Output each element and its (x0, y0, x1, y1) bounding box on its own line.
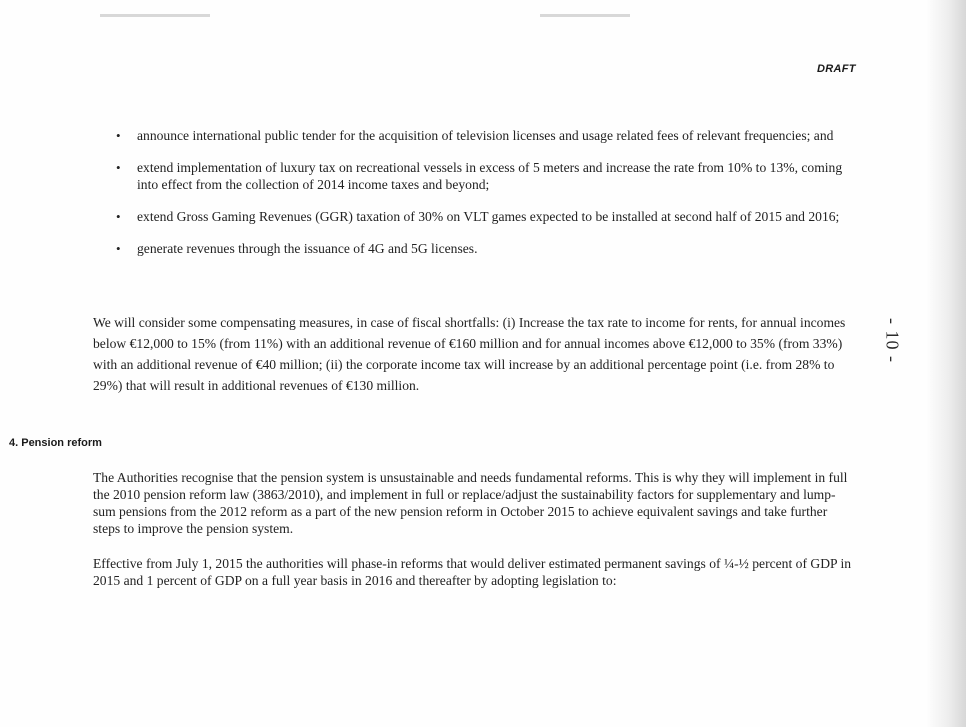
pension-paragraph-1: The Authorities recognise that the pension system is unsustainable and needs fundamental reforms. This is why they will implement in full the 2010 pension reform law (3863/2010), and implement in full or replace/adjust the sustainability factors for supplementary and lump-sum pensions from the 2012 reform as a part of the new pension reform in October 2015 to achieve equivalent savings and take further steps to improve the pension system. (93, 470, 848, 536)
bullet-icon: • (116, 160, 121, 175)
page-number: - 10 - (882, 318, 903, 363)
list-item (116, 159, 846, 193)
list-item-text: extend Gross Gaming Revenues (GGR) taxation of 30% on VLT games expected to be installed at second half of 2015 and 2016; (137, 209, 840, 224)
pension-paragraph-2: Effective from July 1, 2015 the authorities will phase-in reforms that would deliver estimated permanent savings of ¼-½ percent of GDP in 2015 and 1 percent of GDP on a full year basis in 2016 and thereafter by adopting legislation to: (93, 556, 852, 588)
list-item (116, 240, 846, 257)
bullet-icon: • (116, 209, 121, 224)
draft-label: DRAFT (817, 63, 856, 75)
page-edge-shadow (926, 0, 966, 727)
bullet-icon: • (116, 241, 121, 256)
list-item-text: extend implementation of luxury tax on recreational vessels in excess of 5 meters and increase the rate from 10% to 13%, coming into effect from the collection of 2014 income taxes and beyond; (137, 160, 843, 192)
measures-list (116, 127, 846, 272)
scan-artifact (540, 14, 630, 17)
bullet-icon: • (116, 128, 121, 143)
list-item-text: announce international public tender for the acquisition of television licenses and usage related fees of relevant frequencies; and (137, 128, 834, 143)
list-item-text: generate revenues through the issuance of 4G and 5G licenses. (137, 241, 478, 256)
list-item (116, 127, 846, 144)
scan-artifact (100, 14, 210, 17)
compensating-measures-paragraph: We will consider some compensating measures, in case of fiscal shortfalls: (i) Increase the tax rate to income for rents, for annual incomes below €12,000 to 15% (from 11%) with an additional revenue of €160 million and for annual incomes above €12,000 to 35% (from 33%) with an additional revenue of €40 million; (ii) the corporate income tax will increase by an additional percentage point (i.e. from 28% to 29%) that will result in additional revenues of €130 million. (93, 315, 846, 393)
list-item (116, 208, 846, 225)
section-heading: 4. Pension reform (9, 437, 102, 449)
